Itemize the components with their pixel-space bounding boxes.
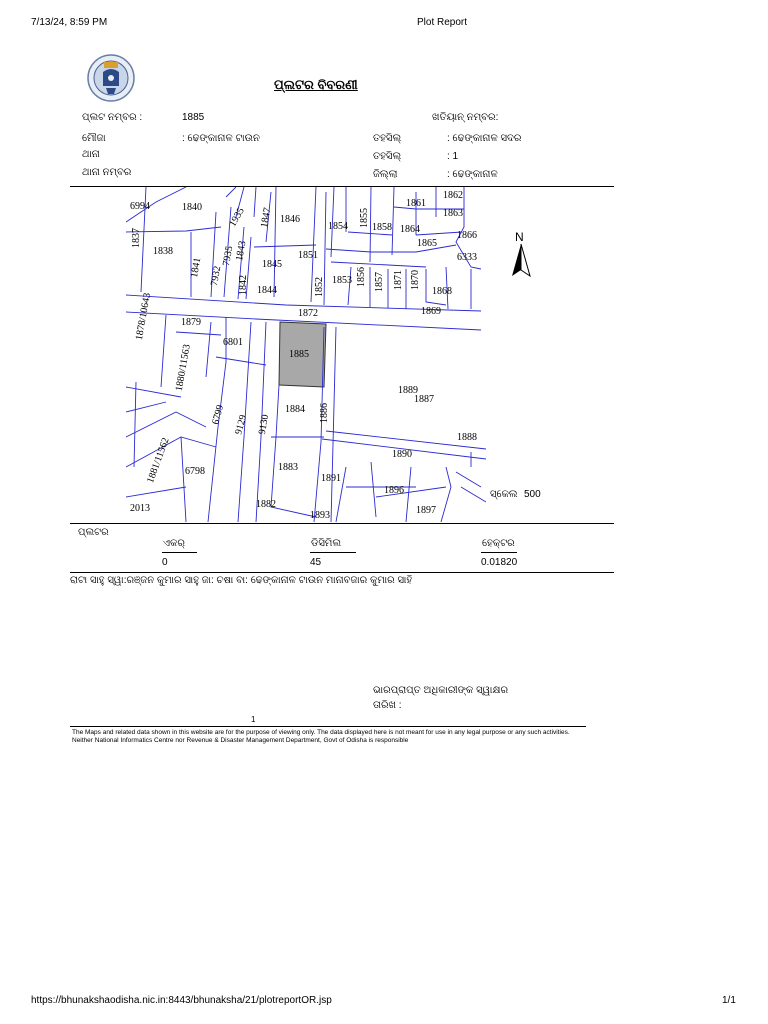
- plot-label: 1853: [332, 275, 352, 286]
- plot-label: 1872: [298, 308, 318, 319]
- thana-number-label: ଥାନା ନମ୍ବର: [82, 167, 132, 178]
- plot-label: 1886: [319, 403, 330, 423]
- print-title: Plot Report: [417, 17, 468, 28]
- plot-label: 1855: [359, 208, 370, 228]
- plot-label: 1935: [227, 205, 247, 229]
- plot-label: 1842: [238, 275, 249, 295]
- print-url: https://bhunakshaodisha.nic.in:8443/bhunaksha/21/plotreportOR.jsp: [31, 995, 332, 1006]
- plot-label: 1846: [280, 214, 300, 225]
- print-datetime: 7/13/24, 8:59 PM: [31, 17, 108, 28]
- plot-label: 1865: [417, 238, 437, 249]
- acre-underline: [162, 552, 197, 553]
- plot-label: 6333: [457, 252, 477, 263]
- plot-label: 1856: [356, 267, 367, 287]
- plot-label: 1879: [181, 317, 201, 328]
- plot-label: 1884: [285, 404, 305, 415]
- plot-label: 1880/11563: [173, 343, 193, 393]
- north-label: N: [515, 230, 524, 244]
- plot-label: 1891: [321, 473, 341, 484]
- map-bottom-rule: [70, 523, 614, 524]
- plot-label: 1841: [188, 256, 204, 279]
- decimal-underline: [310, 552, 356, 553]
- plot-label: 6799: [210, 403, 227, 426]
- plot-label: 1896: [384, 485, 404, 496]
- plot-label: 1863: [443, 208, 463, 219]
- report-title: ପ୍ଲଟର ବିବରଣୀ: [274, 77, 358, 92]
- plot-label: 1845: [262, 259, 282, 270]
- plot-label: 7935: [220, 245, 236, 267]
- district-value: : ଢେଙ୍କାନାଳ: [447, 169, 498, 180]
- plot-label: 6994: [130, 201, 150, 212]
- plot-label: 1852: [314, 277, 325, 297]
- plot-number-label: ପ୍ଲଟ ନମ୍ବର :: [82, 112, 143, 123]
- plot-label: 1838: [153, 246, 173, 257]
- plot-label: 1881/11562: [145, 436, 172, 485]
- tahasil-no-value: : 1: [447, 151, 459, 162]
- tahasil-label: ତହସିଲ୍: [373, 133, 402, 144]
- area-section-label: ପ୍ଲଟର: [78, 527, 109, 538]
- page-number: 1: [251, 715, 256, 724]
- plot-label: 1858: [372, 222, 392, 233]
- decimal-label: ଡିସିମିଲ: [311, 538, 342, 549]
- plot-label: 1840: [182, 202, 202, 213]
- scale-label: ସ୍କେଲ: [490, 489, 518, 500]
- plot-label: 1862: [443, 190, 463, 201]
- officer-signature-label: ଭାରପ୍ରାପ୍ତ ଅଧିକାରୀଙ୍କ ସ୍ୱାକ୍ଷର: [373, 685, 509, 696]
- plot-label: 1857: [374, 272, 385, 292]
- plot-label: 1890: [392, 449, 412, 460]
- mouza-value: : ଢେଙ୍କାନାଳ ଟାଉନ: [182, 133, 260, 144]
- decimal-value: 45: [310, 557, 322, 568]
- plot-label: 1871: [393, 270, 404, 290]
- plot-label: 1897: [416, 505, 436, 516]
- acre-label: ଏକର୍: [163, 538, 185, 549]
- acre-value: 0: [162, 557, 168, 568]
- plot-label: 1878/10643: [133, 292, 154, 342]
- plot-label: 1854: [328, 221, 348, 232]
- mouza-label: ମୌଜା: [82, 133, 106, 144]
- plot-label: 1866: [457, 230, 477, 241]
- disclaimer-text: The Maps and related data shown in this website are for the purpose of viewing only. The data displayed here is not meant for use in any legal purpose or any such activities. Neither National Informatics Centre nor Revenue & Disaster Management Department, Govt of Odisha is responsible: [72, 729, 570, 744]
- area-bottom-rule: [70, 572, 614, 573]
- plot-label: 1870: [410, 270, 421, 290]
- plot-label: 9129: [233, 413, 250, 436]
- odisha-emblem-icon: [86, 52, 136, 104]
- plot-label: 9130: [256, 413, 272, 436]
- scale-value: 500: [524, 489, 541, 500]
- thana-label: ଥାନା: [82, 149, 100, 160]
- plot-number-value: 1885: [182, 112, 205, 123]
- tahasil-value: : ଢେଙ୍କାନାଳ ସଦର: [447, 133, 522, 144]
- plot-label: 1861: [406, 198, 426, 209]
- plot-label: 1888: [457, 432, 477, 443]
- print-page-count: 1/1: [722, 995, 736, 1006]
- khatiyan-label: ଖତିୟାନ୍ ନମ୍ବର:: [432, 112, 499, 123]
- plot-label: 1882: [256, 499, 276, 510]
- plot-label: 1868: [432, 286, 452, 297]
- plot-label: 1837: [131, 228, 142, 248]
- tahasil-no-label: ତହସିଲ୍: [373, 151, 402, 162]
- plot-label: 1889: [398, 385, 418, 396]
- plot-label: 6801: [223, 337, 243, 348]
- plot-label: 1844: [257, 285, 277, 296]
- highlighted-plot-label: 1885: [289, 349, 309, 360]
- plot-label: 1887: [414, 394, 434, 405]
- plot-label: 1893: [310, 510, 330, 521]
- hectare-label: ହେକ୍ଟର: [482, 538, 515, 549]
- hectare-value: 0.01820: [481, 557, 518, 568]
- plot-label: 2013: [130, 503, 150, 514]
- district-label: ଜିଲ୍ଲା: [373, 169, 398, 180]
- plot-label: 1883: [278, 462, 298, 473]
- north-arrow-icon: [510, 230, 532, 280]
- signature-date-label: ତାରିଖ :: [373, 700, 402, 711]
- plot-label: 1869: [421, 306, 441, 317]
- plot-label: 7932: [208, 265, 224, 287]
- map-plot-labels: [126, 187, 486, 522]
- hectare-underline: [481, 552, 517, 553]
- plot-label: 1847: [258, 206, 274, 229]
- plot-label: 1864: [400, 224, 420, 235]
- plot-label: 6798: [185, 466, 205, 477]
- disclaimer-rule: [70, 726, 586, 727]
- plot-label: 1843: [234, 240, 249, 262]
- plot-label: 1851: [298, 250, 318, 261]
- owner-details: ରାଟା ସାହୁ ସ୍ୱା:ରଞ୍ଜନ କୁମାର ସାହୁ ଜା: ଚଷା ବା: ଢେଙ୍କାନାଳ ଟାଉନ ମାନାବଜାର କୁମାର ସାହି: [70, 575, 413, 586]
